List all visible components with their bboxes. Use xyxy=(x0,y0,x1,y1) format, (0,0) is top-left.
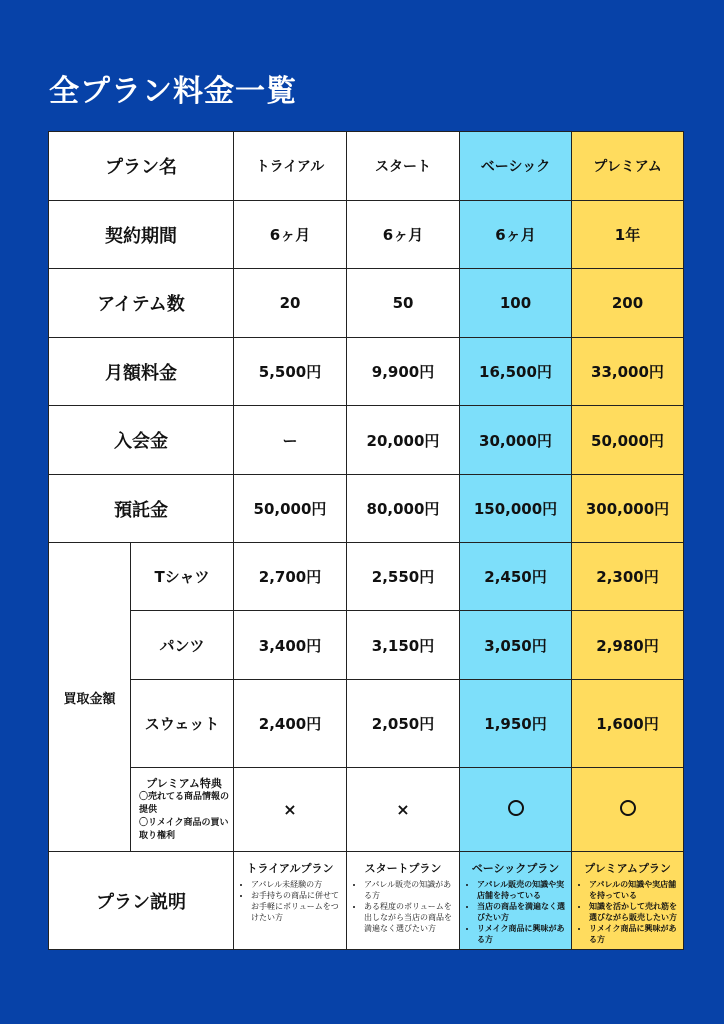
desc-trial-title: トライアルプラン xyxy=(246,862,334,875)
monthly-label: 月額料金 xyxy=(49,338,234,406)
period-premium: 1年 xyxy=(572,201,684,269)
premium-benefit-row xyxy=(49,768,684,852)
entry-label: 入会金 xyxy=(49,406,234,475)
list-item: • リメイク商品に興味がある方 xyxy=(477,923,568,945)
tshirt-row xyxy=(49,543,684,611)
desc-premium xyxy=(572,852,684,950)
description-row xyxy=(49,852,684,950)
tshirt-premium: 2,300円 xyxy=(572,543,684,611)
items-trial: 20 xyxy=(234,269,347,338)
plan-name-header: プラン名 xyxy=(49,132,234,201)
sweat-basic: 1,950円 xyxy=(460,680,572,768)
plan-basic-name: ベーシック xyxy=(460,132,572,201)
deposit-row xyxy=(49,475,684,543)
list-item: • アパレル販売の知識がある方 xyxy=(364,879,456,901)
plan-start-name: スタート xyxy=(347,132,460,201)
items-basic: 100 xyxy=(460,269,572,338)
premium-benefit-basic xyxy=(460,768,572,852)
premium-benefit-label xyxy=(131,768,234,852)
premium-benefit-trial: × xyxy=(234,768,347,852)
tshirt-trial: 2,700円 xyxy=(234,543,347,611)
tshirt-label: Tシャツ xyxy=(131,543,234,611)
entry-row xyxy=(49,406,684,475)
page-title: 全プラン料金一覧 xyxy=(49,74,297,109)
premium-benefit-item: 〇売れてる商品情報の提供 xyxy=(139,791,230,815)
list-item: • ある程度のボリュームを出しながら当店の商品を満遍なく選びたい方 xyxy=(364,901,456,934)
items-premium: 200 xyxy=(572,269,684,338)
circle-icon xyxy=(508,800,524,816)
items-start: 50 xyxy=(347,269,460,338)
deposit-basic: 150,000円 xyxy=(460,475,572,543)
desc-start-title: スタートプラン xyxy=(364,862,442,875)
plan-premium-name: プレミアム xyxy=(572,132,684,201)
tshirt-start: 2,550円 xyxy=(347,543,460,611)
period-start: 6ヶ月 xyxy=(347,201,460,269)
desc-start-list xyxy=(350,879,456,934)
monthly-trial: 5,500円 xyxy=(234,338,347,406)
desc-trial xyxy=(234,852,347,950)
plan-trial-name: トライアル xyxy=(234,132,347,201)
list-item: • お手持ちの商品に併せてお手軽にボリュームをつけたい方 xyxy=(251,890,343,923)
pants-label: パンツ xyxy=(131,611,234,680)
monthly-premium: 33,000円 xyxy=(572,338,684,406)
header-row xyxy=(49,132,684,201)
list-item: • アパレル未経験の方 xyxy=(251,879,343,890)
premium-benefit-premium xyxy=(572,768,684,852)
desc-premium-list xyxy=(575,879,680,945)
desc-basic xyxy=(460,852,572,950)
sweat-row xyxy=(49,680,684,768)
deposit-label: 預託金 xyxy=(49,475,234,543)
sweat-start: 2,050円 xyxy=(347,680,460,768)
premium-benefit-title: プレミアム特典 xyxy=(146,776,222,790)
tshirt-basic: 2,450円 xyxy=(460,543,572,611)
monthly-row xyxy=(49,338,684,406)
deposit-start: 80,000円 xyxy=(347,475,460,543)
deposit-trial: 50,000円 xyxy=(234,475,347,543)
desc-basic-title: ベーシックプラン xyxy=(471,862,560,875)
items-row xyxy=(49,269,684,338)
buyback-label: 買取金額 xyxy=(49,543,131,852)
monthly-basic: 16,500円 xyxy=(460,338,572,406)
pants-start: 3,150円 xyxy=(347,611,460,680)
list-item: • アパレルの知識や実店舗を持っている xyxy=(589,879,680,901)
period-row xyxy=(49,201,684,269)
desc-start xyxy=(347,852,460,950)
sweat-trial: 2,400円 xyxy=(234,680,347,768)
entry-start: 20,000円 xyxy=(347,406,460,475)
entry-premium: 50,000円 xyxy=(572,406,684,475)
description-label: プラン説明 xyxy=(49,852,234,950)
sweat-premium: 1,600円 xyxy=(572,680,684,768)
pants-trial: 3,400円 xyxy=(234,611,347,680)
monthly-start: 9,900円 xyxy=(347,338,460,406)
pants-basic: 3,050円 xyxy=(460,611,572,680)
pants-row xyxy=(49,611,684,680)
premium-benefit-start: × xyxy=(347,768,460,852)
items-label: アイテム数 xyxy=(49,269,234,338)
plan-comparison-table xyxy=(48,131,684,950)
deposit-premium: 300,000円 xyxy=(572,475,684,543)
entry-basic: 30,000円 xyxy=(460,406,572,475)
desc-trial-list xyxy=(237,879,343,923)
desc-basic-list xyxy=(463,879,568,945)
pants-premium: 2,980円 xyxy=(572,611,684,680)
premium-benefit-item: 〇リメイク商品の買い取り権利 xyxy=(139,817,229,841)
sweat-label: スウェット xyxy=(131,680,234,768)
entry-trial: ー xyxy=(234,406,347,475)
list-item: • 知識を活かして売れ筋を選びながら販売したい方 xyxy=(589,901,680,923)
desc-premium-title: プレミアムプラン xyxy=(584,862,671,875)
period-trial: 6ヶ月 xyxy=(234,201,347,269)
list-item: • 当店の商品を満遍なく選びたい方 xyxy=(477,901,568,923)
period-label: 契約期間 xyxy=(49,201,234,269)
list-item: • リメイク商品に興味がある方 xyxy=(589,923,680,945)
list-item: • アパレル販売の知識や実店舗を持っている xyxy=(477,879,568,901)
circle-icon xyxy=(620,800,636,816)
period-basic: 6ヶ月 xyxy=(460,201,572,269)
